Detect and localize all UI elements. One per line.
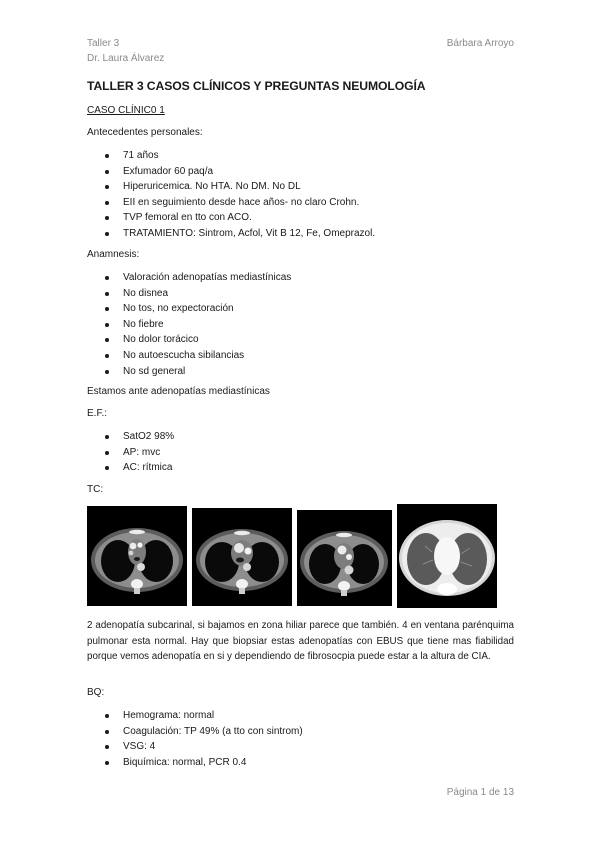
list-item: SatO2 98% [87, 429, 174, 445]
list-item: Hiperuricemica. No HTA. No DM. No DL [87, 179, 375, 195]
list-item: AC: rítmica [87, 460, 174, 476]
bq-label: BQ: [87, 687, 105, 698]
ct-scan-image [297, 510, 392, 606]
tc-label: TC: [87, 484, 104, 495]
summary-line: Estamos ante adenopatías mediastínicas [87, 386, 270, 397]
list-item: Hemograma: normal [87, 708, 303, 724]
case-heading: CASO CLÍNIC0 1 [87, 105, 165, 116]
list-item: AP: mvc [87, 445, 174, 461]
header-author: Dr. Laura Álvarez [87, 53, 165, 64]
ct-scan-image [192, 508, 292, 606]
anamnesis-label: Anamnesis: [87, 249, 140, 260]
list-item: 71 años [87, 148, 375, 164]
list-item: Coagulación: TP 49% (a tto con sintrom) [87, 724, 303, 740]
anamnesis-list [87, 270, 291, 379]
list-item: TRATAMIENTO: Sintrom, Acfol, Vit B 12, Fe, Omeprazol. [87, 226, 375, 242]
list-item: Valoración adenopatías mediastínicas [87, 270, 291, 286]
list-item: Exfumador 60 paq/a [87, 164, 375, 180]
antecedentes-label: Antecedentes personales: [87, 127, 203, 138]
list-item: No sd general [87, 364, 291, 380]
ef-list [87, 429, 174, 476]
ct-scan-lung-window [397, 504, 497, 608]
list-item: TVP femoral en tto con ACO. [87, 210, 375, 226]
ct-scan-strip [87, 504, 497, 608]
antecedentes-list [87, 148, 375, 242]
ef-label: E.F.: [87, 408, 108, 419]
tc-findings-paragraph: 2 adenopatía subcarinal, si bajamos en zona hiliar parece que también. 4 en ventana parénquima pulmonar esta normal. Hay que biopsiar estas adenopatías con EBUS que tiene mas fiabilidad porque vemos adenopatía en si y dependiendo de fibrosocpia puede estar a la altura de CIA. [87, 620, 514, 662]
header-course: Taller 3 [87, 38, 120, 49]
list-item: VSG: 4 [87, 739, 303, 755]
list-item: EII en seguimiento desde hace años- no claro Crohn. [87, 195, 375, 211]
list-item: No autoescucha sibilancias [87, 348, 291, 364]
list-item: No dolor torácico [87, 332, 291, 348]
ct-scan-image [87, 506, 187, 606]
bq-list [87, 708, 303, 770]
list-item: No tos, no expectoración [87, 301, 291, 317]
list-item: No disnea [87, 286, 291, 302]
page-number: Página 1 de 13 [446, 787, 514, 798]
header-student: Bárbara Arroyo [446, 38, 514, 49]
list-item: Biquímica: normal, PCR 0.4 [87, 755, 303, 771]
page-title: TALLER 3 CASOS CLÍNICOS Y PREGUNTAS NEUMOLOGÍA [87, 79, 426, 93]
list-item: No fiebre [87, 317, 291, 333]
